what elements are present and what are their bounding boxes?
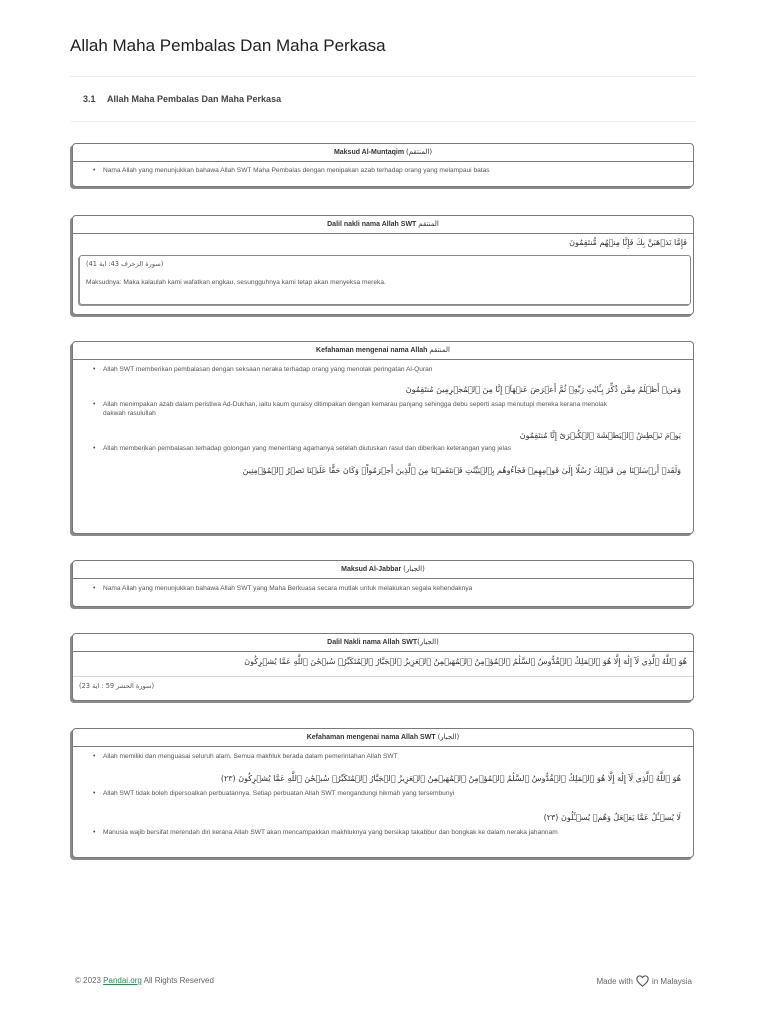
- list-item: • Manusia wajib bersifat merendah diri kerana Allah SWT akan mencampakkan makhluknya yang bersikap takabbur dan bongkak ke dalam neraka jahannam: [81, 828, 685, 837]
- card-body: [73, 579, 693, 593]
- rights-text: All Rights Reserved: [143, 976, 214, 985]
- heart-outline-icon: [636, 975, 649, 987]
- made-with-text: Made with: [596, 976, 633, 986]
- list-item: • Allah memiliki dan menguasai seluruh alam. Semua makhluk berada dalam pemerintahan Allah SWT: [81, 752, 685, 761]
- card-body: [73, 652, 693, 691]
- card-header-label: Dalil Nakli nama Allah SWT: [327, 639, 418, 646]
- card-body: [73, 360, 693, 477]
- section-title: Allah Maha Pembalas Dan Maha Perkasa: [107, 94, 282, 104]
- quran-verse: لَا يُسۡـَٔلُ عَمَّا يَفۡعَلُ وَهُمۡ يُسۡـَٔلُونَ (٢٣): [543, 813, 681, 822]
- quran-verse: وَمَنۡ أَظۡلَمُ مِمَّن ذُكِّرَ بِـَٔايَٰتِ رَبِّهِۦ ثُمَّ أَعۡرَضَ عَنۡهَآۚ إِنَّا مِنَ ٱلۡمُجۡرِمِينَ مُنتَقِمُونَ: [405, 385, 681, 394]
- card-header-arabic: المنتقم: [429, 346, 450, 354]
- card-header-arabic: (المنتقم): [406, 148, 433, 156]
- footer-made-with: [597, 975, 692, 987]
- quran-verse: وَلَقَدۡ أَرۡسَلۡنَا مِن قَبۡلِكَ رُسُلًا إِلَىٰ قَوۡمِهِمۡ فَجَآءُوهُم بِٱلۡبَيِّنَٰتِ فَٱنتَقَمۡنَا مِنَ ٱلَّذِينَ أَجۡرَمُواْۖ وَكَانَ حَقًّا عَلَيۡنَا نَصۡرُ ٱلۡمُؤۡمِنِينَ: [242, 466, 681, 475]
- card-header-label: Kefahaman mengenai nama Allah: [316, 347, 428, 354]
- card-dalil-muntaqim: [72, 215, 694, 315]
- card-kefahaman-muntaqim: [72, 341, 694, 534]
- list-item: • Allah menimpakan azab dalam peristiwa Ad-Dukhan, iaitu kaum quraisy ditimpakan dengan kemarau panjang sehingga debu seperti asap menutupi mereka kerana menolak dakwah rasulullah: [81, 400, 685, 418]
- card-header-arabic: (الجبار): [417, 638, 439, 646]
- card-header: [73, 561, 693, 579]
- title-divider: [70, 76, 696, 77]
- section-number: 3.1: [83, 94, 96, 104]
- list-item: • Nama Allah yang menunjukkan bahawa Allah SWT yang Maha Berkuasa secara mutlak untuk melakukan segala kehendaknya: [81, 584, 685, 593]
- quran-verse: هُوَ ٱللَّهُ ٱلَّذِي لَآ إِلَٰهَ إِلَّا هُوَ ٱلۡمَلِكُ ٱلۡقُدُّوسُ ٱلسَّلَٰمُ ٱلۡمُؤۡمِنُ ٱلۡمُهَيۡمِنُ ٱلۡعَزِيزُ ٱلۡجَبَّارُ ٱلۡمُتَكَبِّرُۚ سُبۡحَٰنَ ٱللَّهِ عَمَّا يُشۡرِكُونَ (٢٣): [220, 774, 681, 783]
- card-maksud-muntaqim: [72, 143, 694, 187]
- pandai-link[interactable]: Pandai.org: [103, 976, 142, 985]
- list-item: • Allah SWT memberikan pembalasan dengan seksaan neraka terhadap orang yang menolak peringatan Al-Quran: [81, 365, 685, 374]
- verse-reference: (سورة الزخرف 43: اية 41): [86, 260, 164, 268]
- card-header-arabic: المنتقم: [418, 220, 439, 228]
- card-header-label: Kefahaman mengenai nama Allah SWT: [306, 734, 436, 741]
- card-header-label: Dalil nakli nama Allah SWT: [327, 221, 417, 228]
- page-title: Allah Maha Pembalas Dan Maha Perkasa: [70, 36, 386, 55]
- card-kefahaman-jabbar: [72, 728, 694, 858]
- card-dalil-jabbar: [72, 633, 694, 701]
- copyright-year: © 2023: [75, 976, 101, 985]
- card-header: [73, 342, 693, 360]
- card-header-label: Maksud Al-Muntaqim: [333, 149, 405, 156]
- verse-meaning-box: [79, 255, 691, 305]
- card-maksud-jabbar: [72, 560, 694, 607]
- card-header: [73, 216, 693, 234]
- list-item: • Nama Allah yang menunjukkan bahawa Allah SWT Maha Pembalas dengan menipakan azab terhadap orang yang melampaui batas: [81, 166, 685, 175]
- verse-reference-row: [73, 676, 693, 691]
- card-header-arabic: (الجبار): [437, 733, 460, 741]
- card-header-label: Maksud Al-Jabbar: [341, 566, 402, 573]
- card-header: [73, 634, 693, 652]
- verse-reference: (سورة الحشر 59 : اية 23): [79, 682, 155, 690]
- card-body: [73, 162, 693, 175]
- section-heading: [83, 94, 281, 104]
- verse-meaning: Maksudnya: Maka kalaulah kami wafatkan engkau, sesungguhnya kami tetap akan menyeksa mereka.: [86, 279, 386, 286]
- card-body: [73, 234, 693, 305]
- card-header: [73, 144, 693, 162]
- list-item: • Allah memberikan pembalasan terhadap golongan yang menentang agamanya setelah diutuskan rasul dan diberikan keterangan yang jelas: [81, 444, 685, 453]
- section-divider: [70, 121, 696, 122]
- quran-verse: هُوَ ٱللَّهُ ٱلَّذِي لَآ إِلَٰهَ إِلَّا هُوَ ٱلۡمَلِكُ ٱلۡقُدُّوسُ ٱلسَّلَٰمُ ٱلۡمُؤۡمِنُ ٱلۡمُهَيۡمِنُ ٱلۡعَزِيزُ ٱلۡجَبَّارُ ٱلۡمُتَكَبِّرُۚ سُبۡحَٰنَ ٱللَّهِ عَمَّا يُشۡرِكُونَ: [244, 657, 687, 666]
- footer-copyright: [75, 976, 214, 985]
- in-malaysia-text: in Malaysia: [651, 976, 692, 986]
- quran-verse: فَإِمَّا نَذۡهَبَنَّ بِكَ فَإِنَّا مِنۡهُم مُّنتَقِمُونَ: [569, 238, 687, 247]
- card-header-arabic: (الجبار): [403, 565, 425, 573]
- list-item: • Allah SWT tidak boleh dipersoalkan perbuatannya. Setiap perbuatan Allah SWT mengandungi hikmah yang tersembunyi: [81, 789, 685, 798]
- card-body: [73, 747, 693, 837]
- quran-verse: يَوۡمَ نَبۡطِشُ ٱلۡبَطۡشَةَ ٱلۡكُبۡرَىٰٓ إِنَّا مُنتَقِمُونَ: [519, 431, 681, 440]
- card-header: [73, 729, 693, 747]
